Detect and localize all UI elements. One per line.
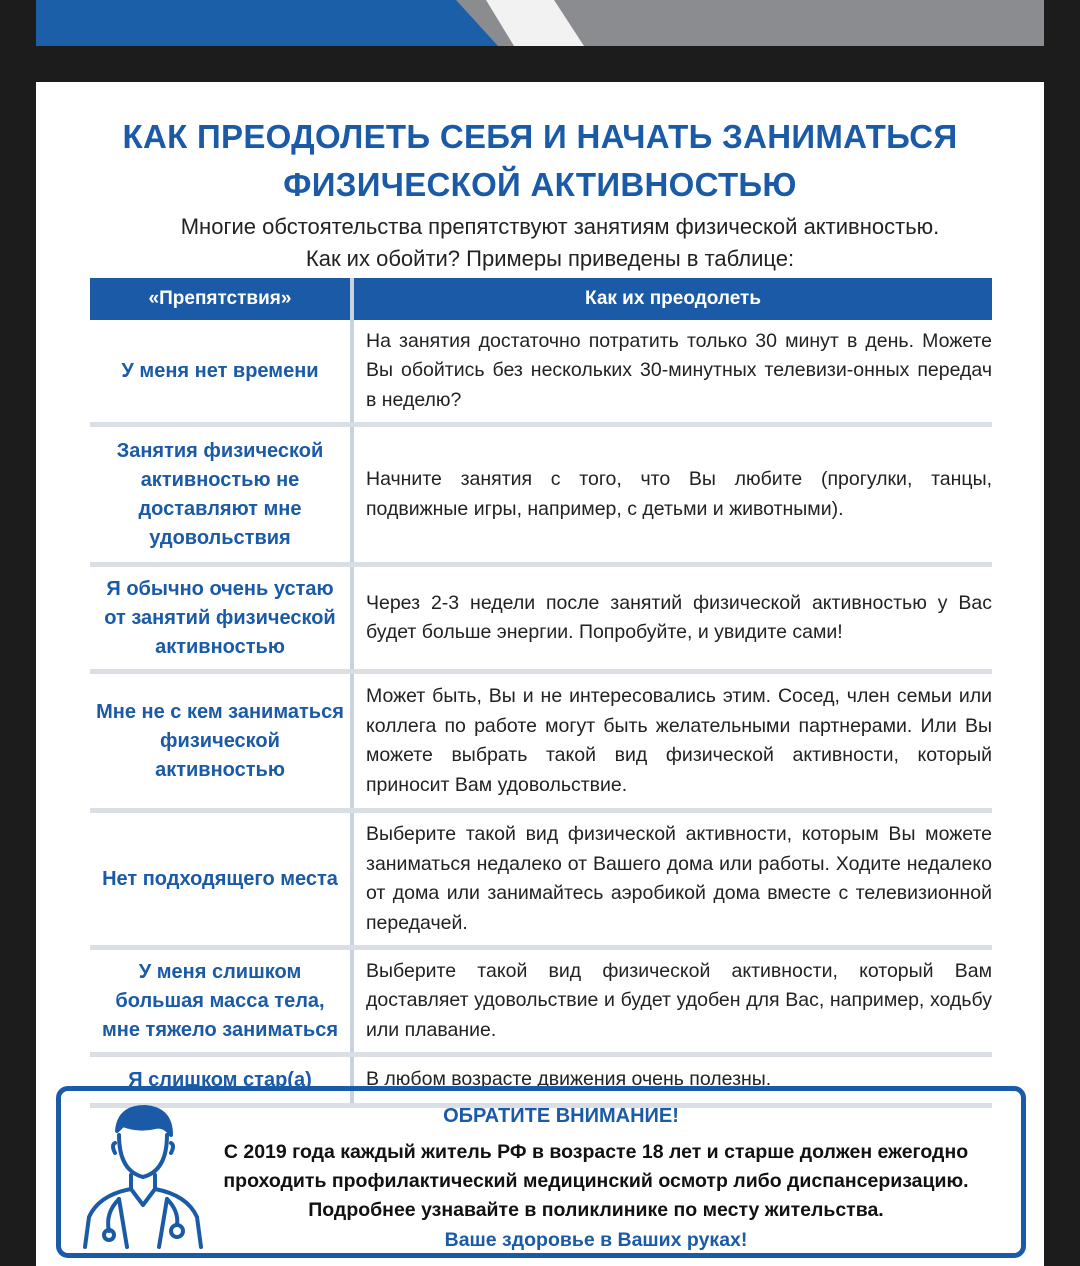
document-page — [36, 82, 1044, 1266]
banner-white-stripe — [486, 0, 586, 46]
solution-cell: В любом возрасте движения очень полезны. — [366, 1068, 772, 1091]
solution-cell: На занятия достаточно потратить только 30 минут в день. Можете Вы обойтись без нескольких 30-минутных телевизи-онных передач в неделю? — [366, 329, 992, 411]
table-row — [90, 813, 992, 950]
table-row — [90, 674, 992, 813]
solution-cell: Начните занятия с того, что Вы любите (прогулки, танцы, подвижные игры, например, с детьми и животными). — [366, 468, 992, 520]
page-title-line-2: ФИЗИЧЕСКОЙ АКТИВНОСТЬЮ — [283, 166, 797, 203]
obstacle-cell: У меня нет времени — [121, 359, 319, 382]
top-banner — [36, 0, 1044, 46]
obstacle-cell: Занятия физической активностью не доставляют мне удовольствия — [116, 439, 324, 549]
header-solutions: Как их преодолеть — [354, 278, 992, 320]
table-row — [90, 567, 992, 674]
intro-line-2: Как их обойти? Примеры приведены в таблице: — [305, 246, 795, 271]
notice-slogan: Ваше здоровье в Ваших руках! — [444, 1229, 748, 1251]
header-obstacles: «Препятствия» — [90, 278, 350, 320]
obstacle-cell: Я слишком стар(а) — [128, 1068, 312, 1091]
notice-line-2: проходить профилактический медицинский осмотр либо диспансеризацию. — [223, 1170, 969, 1192]
intro-line-1: Многие обстоятельства препятствуют занятиям физической активностью. — [180, 214, 940, 239]
notice-box — [56, 1086, 1026, 1258]
notice-line-3: Подробнее узнавайте в поликлинике по месту жительства. — [308, 1199, 884, 1221]
obstacle-cell: Нет подходящего места — [102, 867, 338, 890]
page-title-line-1: КАК ПРЕОДОЛЕТЬ СЕБЯ И НАЧАТЬ ЗАНИМАТЬСЯ — [122, 118, 958, 155]
solution-cell: Может быть, Вы и не интересовались этим. Сосед, член семьи или коллега по работе могут быть желательными партнерами. Или Вы можете выбрать такой вид физической активности, который приносит Вам удовольствие. — [366, 685, 992, 796]
obstacles-table — [90, 278, 992, 1108]
obstacle-cell: Я обычно очень устаю от занятий физической активностью — [104, 577, 336, 658]
obstacle-cell: Мне не с кем заниматься физической активностью — [96, 700, 344, 781]
obstacle-cell: У меня слишком большая масса тела, мне тяжело заниматься — [102, 960, 338, 1041]
table-row — [90, 950, 992, 1057]
solution-cell: Выберите такой вид физической активности, который Вам доставляет удовольствие и будет удобен для Вас, например, ходьбу или плавание. — [366, 959, 992, 1041]
notice-heading: ОБРАТИТЕ ВНИМАНИЕ! — [443, 1105, 679, 1127]
table-row — [90, 427, 992, 567]
table-header — [90, 278, 992, 320]
banner-blue-stripe — [36, 0, 556, 46]
notice-line-1: С 2019 года каждый житель РФ в возрасте 18 лет и старше должен ежегодно — [223, 1141, 969, 1163]
solution-cell: Через 2-3 недели после занятий физической активностью у Вас будет больше энергии. Попробуйте, и увидите сами! — [366, 591, 992, 643]
table-row — [90, 320, 992, 427]
solution-cell: Выберите такой вид физической активности, которым Вы можете заниматься недалеко от Вашего дома или работы. Ходите недалеко от дома или занимайтесь аэробикой дома вместе с телевизионной передачей. — [366, 823, 992, 934]
